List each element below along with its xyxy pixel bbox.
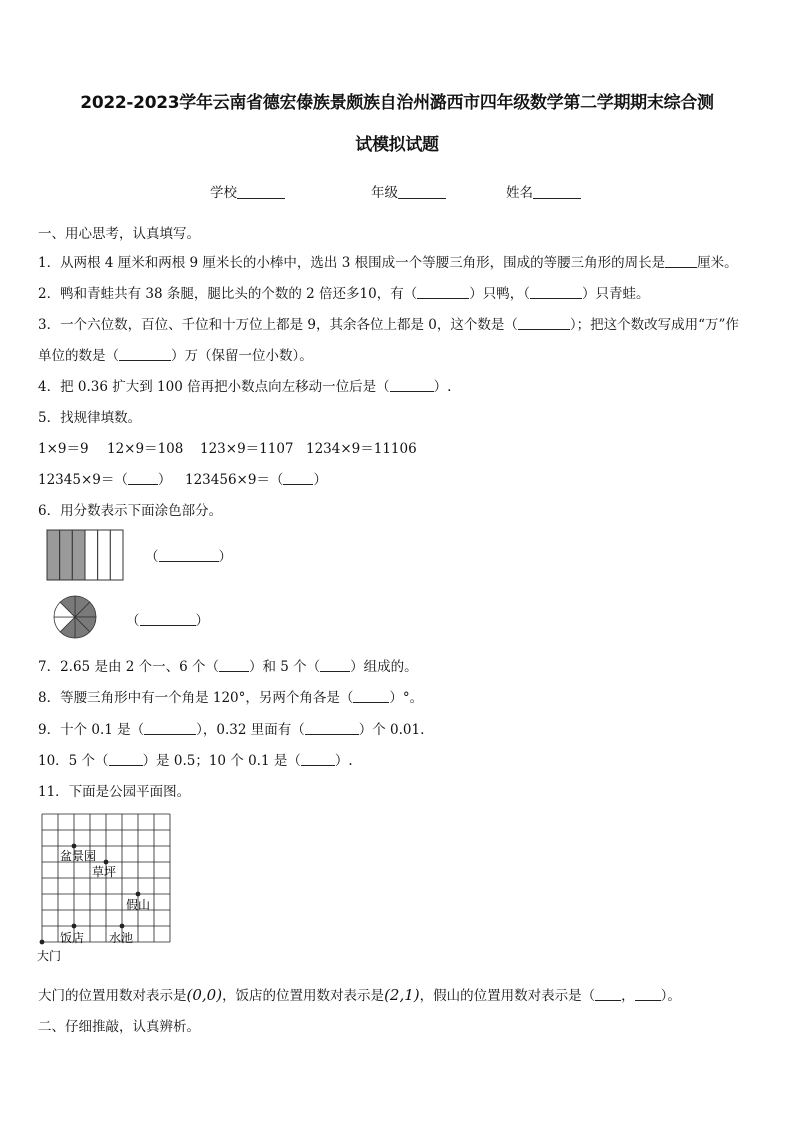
answer-blank[interactable] bbox=[320, 659, 350, 672]
name-blank[interactable] bbox=[533, 184, 581, 199]
answer-blank[interactable] bbox=[283, 472, 313, 485]
school-label: 学校 bbox=[210, 185, 237, 201]
map-label-rockery: 假山 bbox=[126, 898, 151, 912]
question-7: 7．2.65 是由 2 个一、6 个（ ）和 5 个（ ）组成的。 bbox=[38, 659, 418, 675]
grade-label: 年级 bbox=[371, 185, 398, 201]
answer-blank[interactable] bbox=[159, 549, 219, 562]
question-11-answer: 大门的位置用数对表示是(0,0)，饭店的位置用数对表示是(2,1)，假山的位置用数对表示是（ ， ）。 bbox=[38, 986, 681, 1004]
name-label: 姓名 bbox=[506, 185, 533, 201]
answer-blank[interactable] bbox=[353, 690, 389, 703]
shaded-part bbox=[47, 530, 60, 580]
unshaded-part bbox=[98, 530, 111, 580]
answer-blank-y[interactable] bbox=[635, 988, 661, 1001]
pattern-item: 123×9＝1107 bbox=[200, 441, 294, 457]
name-field bbox=[506, 181, 581, 201]
question-5: 5．找规律填数。 bbox=[38, 410, 142, 426]
question-2: 2．鸭和青蛙共有 38 条腿，腿比头的个数的 2 倍还多10，有（ ）只鸭，（ ）只青蛙。 bbox=[38, 286, 650, 302]
shaded-circle-figure bbox=[52, 594, 98, 640]
school-field bbox=[210, 181, 285, 201]
rockery-point bbox=[136, 892, 141, 897]
question-11: 11．下面是公园平面图。 bbox=[38, 784, 191, 800]
pattern-item: 1234×9＝11106 bbox=[306, 441, 417, 457]
section-1-heading: 一、用心思考，认真填写。 bbox=[38, 226, 200, 242]
map-label-lawn: 草坪 bbox=[92, 865, 117, 879]
answer-blank[interactable] bbox=[119, 348, 171, 361]
answer-blank[interactable] bbox=[301, 753, 335, 766]
answer-blank[interactable] bbox=[109, 753, 143, 766]
lawn-point bbox=[104, 860, 109, 865]
answer-blank[interactable] bbox=[219, 659, 249, 672]
answer-blank[interactable] bbox=[140, 613, 196, 626]
answer-blank[interactable] bbox=[390, 379, 434, 392]
answer-blank[interactable] bbox=[518, 317, 570, 330]
question-3-continued: 单位的数是（ ）万（保留一位小数）。 bbox=[38, 348, 313, 364]
section-2-heading: 二、仔细推敲，认真辨析。 bbox=[38, 1019, 200, 1035]
question-6: 6．用分数表示下面涂色部分。 bbox=[38, 503, 223, 519]
answer-blank[interactable] bbox=[417, 286, 469, 299]
answer-blank[interactable] bbox=[530, 286, 582, 299]
pattern-question-1: 12345×9＝（ ） bbox=[38, 472, 172, 488]
page-title-continued: 试模拟试题 bbox=[355, 135, 439, 155]
pattern-item: 12×9＝108 bbox=[107, 441, 184, 457]
pattern-item: 1×9＝9 bbox=[38, 441, 89, 457]
answer-blank[interactable] bbox=[128, 472, 158, 485]
question-9: 9．十个 0.1 是（ ），0.32 里面有（ ）个 0.01. bbox=[38, 722, 425, 738]
gate-point bbox=[40, 940, 45, 945]
page-title: 2022-2023学年云南省德宏傣族景颇族自治州潞西市四年级数学第二学期期末综合测 bbox=[80, 93, 714, 113]
school-blank[interactable] bbox=[237, 184, 285, 199]
shaded-rectangle-figure bbox=[46, 529, 124, 581]
answer-blank[interactable] bbox=[144, 722, 196, 735]
question-10: 10．5 个（ ）是 0.5；10 个 0.1 是（ ）. bbox=[38, 753, 353, 769]
answer-blank[interactable] bbox=[305, 722, 359, 735]
map-label-gate: 大门 bbox=[37, 949, 62, 963]
question-4: 4．把 0.36 扩大到 100 倍再把小数点向左移动一位后是（ ）. bbox=[38, 379, 452, 395]
rectangle-fraction-answer: （ ） bbox=[145, 549, 232, 565]
pattern-question-2: 123456×9＝（ ） bbox=[185, 472, 327, 488]
question-1: 1．从两根 4 厘米和两根 9 厘米长的小棒中，选出 3 根围成一个等腰三角形，围成的等腰三角形的周长是 厘米。 bbox=[38, 255, 738, 271]
park-grid-map bbox=[36, 810, 176, 965]
answer-blank[interactable] bbox=[665, 255, 697, 268]
pond-point bbox=[120, 924, 125, 929]
bonsai-garden-point bbox=[72, 844, 77, 849]
answer-blank-x[interactable] bbox=[595, 988, 621, 1001]
map-label-restaurant: 饭店 bbox=[60, 931, 85, 945]
unshaded-part bbox=[85, 530, 98, 580]
shaded-part bbox=[72, 530, 85, 580]
question-8: 8．等腰三角形中有一个角是 120°，另两个角各是（ ）°。 bbox=[38, 690, 424, 706]
shaded-part bbox=[60, 530, 73, 580]
map-label-bonsai-garden: 盆景园 bbox=[60, 849, 97, 863]
unshaded-part bbox=[110, 530, 123, 580]
question-3: 3．一个六位数，百位、千位和十万位上都是 9，其余各位上都是 0，这个数是（ ）；把这个数改写成用“万”作 bbox=[38, 317, 739, 333]
map-label-pond: 水池 bbox=[109, 931, 134, 945]
grade-blank[interactable] bbox=[398, 184, 446, 199]
circle-fraction-answer: （ ） bbox=[126, 613, 209, 629]
restaurant-point bbox=[72, 924, 77, 929]
grade-field bbox=[371, 181, 446, 201]
